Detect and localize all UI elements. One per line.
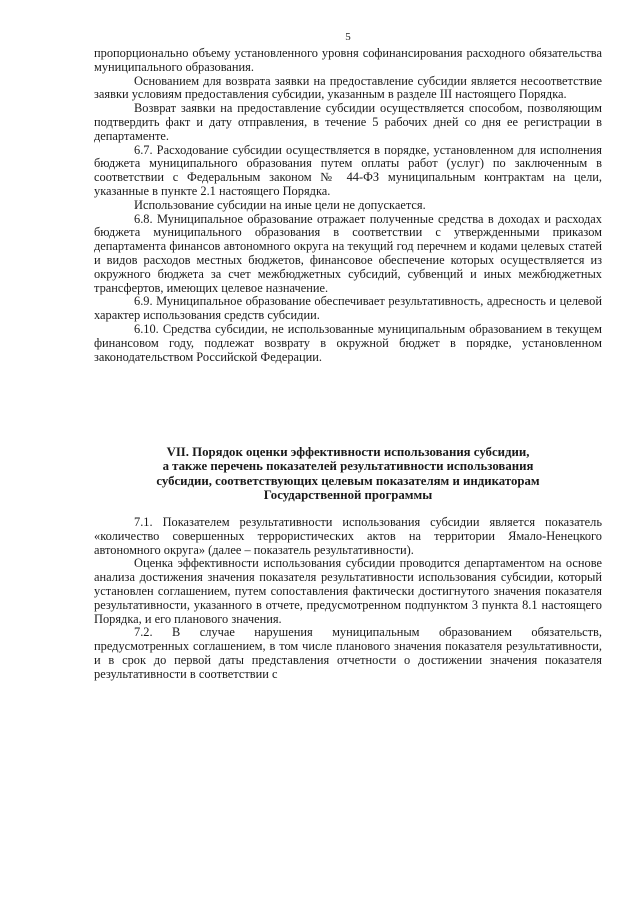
paragraph: Основанием для возврата заявки на предоставление субсидии является несоответствие заявки условиям предоставления субсидии, указанным в разделе III настоящего Порядка. xyxy=(94,73,602,102)
paragraph: 7.2. В случае нарушения муниципальным образованием обязательств, предусмотренных соглашением, в том числе планового значения показателя результативности, и в срок до первой даты представления отчетности о достижении значения показателя результативности в соответствии с xyxy=(94,625,602,681)
section-heading-line: Государственной программы xyxy=(263,488,433,503)
paragraph: пропорционально объему установленного уровня софинансирования расходного обязательства муниципального образования. xyxy=(94,46,602,74)
paragraph: 6.9. Муниципальное образование обеспечивает результативность, адресность и целевой характер использования средств субсидии. xyxy=(94,294,602,323)
paragraph: Использование субсидии на иные цели не допускается. xyxy=(134,197,426,212)
section-7-body xyxy=(94,516,602,682)
paragraph: 7.1. Показателем результативности использования субсидии является показатель «количество совершенных террористических актов на территории Ямало-Ненецкого автономного округа» (далее – показатель результативности). xyxy=(94,515,602,557)
paragraph: 6.7. Расходование субсидии осуществляется в порядке, установленном для исполнения бюджета муниципального образования путем оплаты работ (услуг) по заключенным в соответствии с Федеральным законом № 44-ФЗ муниципальным контрактам на цели, указанные в пункте 2.1 настоящего Порядка. xyxy=(94,142,602,198)
section-heading-line: VII. Порядок оценки эффективности использования субсидии, xyxy=(166,445,530,459)
paragraph: 6.10. Средства субсидии, не использованные муниципальным образованием в текущем финансовом году, подлежат возврату в окружной бюджет в порядке, установленном законодательством Российской Федерации. xyxy=(94,321,602,364)
section-6-body xyxy=(94,47,602,364)
section-heading xyxy=(94,445,602,503)
paragraph: Возврат заявки на предоставление субсидии осуществляется способом, позволяющим подтвердить факт и дату отправления, в течение 5 рабочих дней со дня ее регистрации в департаменте. xyxy=(94,101,602,143)
section-heading-line: а также перечень показателей результативности использования xyxy=(162,459,534,474)
page-number: 5 xyxy=(345,31,351,43)
paragraph: 6.8. Муниципальное образование отражает полученные средства в доходах и расходах бюджета муниципального образования в соответствии с утвержденными приказом департамента финансов автономного округа на текущий год перечнем и кодами целевых статей и видов расходов местных бюджетов, финансовое обеспечение которых осуществляется из окружного бюджета за счет межбюджетных субсидий, субвенций и иных межбюджетных трансфертов, имеющих целевое назначение. xyxy=(94,211,602,295)
section-heading-line: субсидии, соответствующих целевым показателям и индикаторам xyxy=(156,473,540,488)
paragraph: Оценка эффективности использования субсидии проводится департаментом на основе анализа достижения значения показателя результативности использования субсидии, который установлен соглашением, путем сопоставления фактически достигнутого значения показателя результативности, указанного в отчете, предусмотренном подпунктом 3 пункта 8.1 настоящего Порядка, и его планового значения. xyxy=(94,556,602,626)
